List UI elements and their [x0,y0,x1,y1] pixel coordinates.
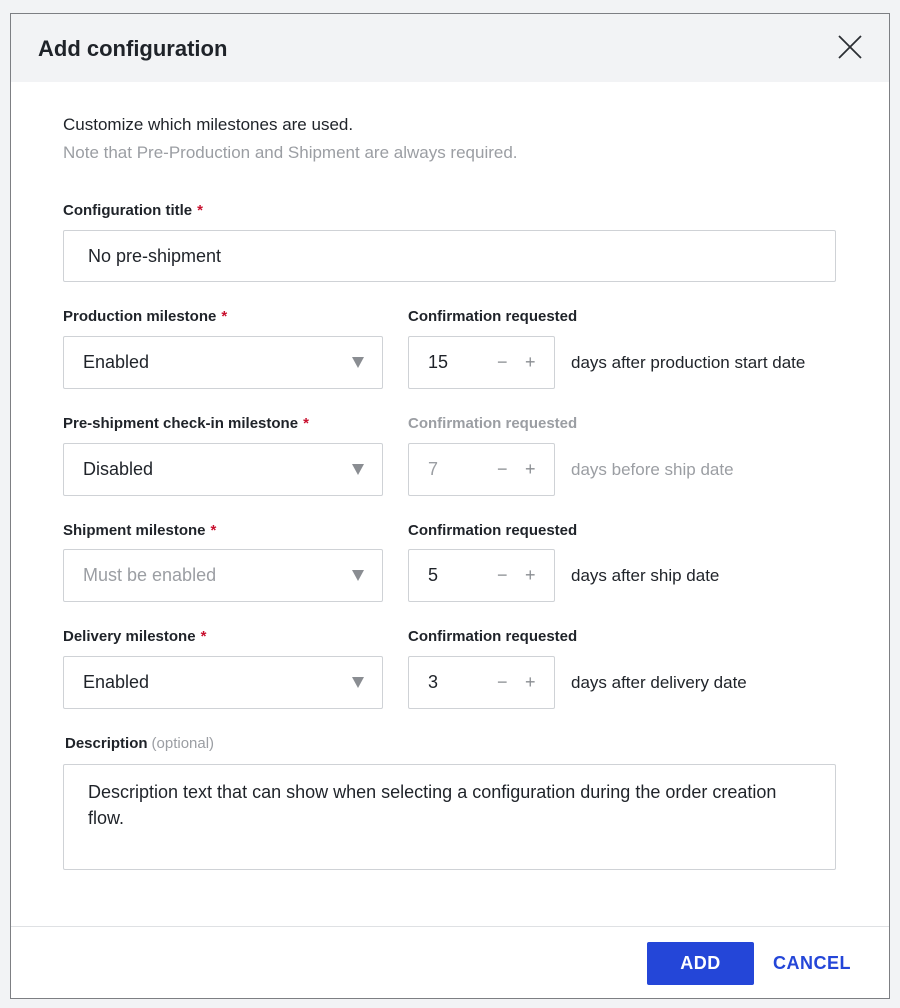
chevron-down-icon [352,357,364,368]
production-days-value[interactable]: 15 [428,352,449,372]
delivery-confirmation-label: Confirmation requested [408,628,578,645]
increment-button[interactable]: + [525,672,536,692]
shipment-days-suffix: days after ship date [571,566,720,585]
footer-divider [11,926,889,927]
decrement-button[interactable]: − [497,352,508,372]
required-mark: * [197,202,203,219]
shipment-confirmation-label: Confirmation requested [408,522,578,539]
preshipment-days-stepper[interactable] [408,443,555,496]
required-mark: * [200,628,207,645]
preshipment-milestone-value: Disabled [83,459,154,479]
chevron-down-icon [352,570,364,581]
production-days-suffix: days after production start date [571,353,806,372]
chevron-down-icon [352,464,364,475]
config-title-label-text: Configuration title [63,202,193,219]
close-button[interactable] [835,32,865,62]
intro-note: Note that Pre-Production and Shipment are always required. [63,143,518,162]
increment-button[interactable]: + [525,459,536,479]
cancel-button[interactable]: CANCEL [773,942,851,985]
production-milestone-select[interactable] [63,336,383,389]
dialog-title: Add configuration [38,36,228,61]
increment-button[interactable]: + [525,565,536,585]
production-confirmation-label: Confirmation requested [408,308,578,325]
shipment-milestone-label [63,522,216,539]
required-mark: * [303,415,309,432]
description-textarea[interactable]: Description text that can show when selecting a configuration during the order creation flow. [63,764,836,870]
delivery-milestone-value: Enabled [83,672,150,692]
shipment-days-value[interactable]: 5 [428,565,439,585]
close-icon [835,32,865,62]
delivery-milestone-select[interactable] [63,656,383,709]
shipment-milestone-label-text: Shipment milestone [63,522,206,539]
required-mark: * [210,522,217,539]
increment-button[interactable]: + [525,352,536,372]
config-title-input[interactable]: No pre-shipment [63,230,836,282]
decrement-button[interactable]: − [497,672,508,692]
preshipment-milestone-label-text: Pre-shipment check-in milestone [63,415,299,432]
production-milestone-label-text: Production milestone [63,308,217,325]
dialog-header [11,14,889,82]
shipment-milestone-select[interactable] [63,549,383,602]
description-label-text: Description [65,735,148,752]
add-configuration-dialog [10,13,890,999]
preshipment-days-suffix: days before ship date [571,460,734,479]
delivery-milestone-label [63,628,206,645]
decrement-button[interactable]: − [497,565,508,585]
preshipment-milestone-select[interactable] [63,443,383,496]
add-button[interactable]: ADD [647,942,754,985]
preshipment-confirmation-label: Confirmation requested [408,415,578,432]
production-days-stepper[interactable] [408,336,555,389]
production-milestone-label [63,308,227,325]
shipment-days-stepper[interactable] [408,549,555,602]
delivery-days-suffix: days after delivery date [571,673,747,692]
delivery-milestone-label-text: Delivery milestone [63,628,196,645]
preshipment-milestone-label [63,415,309,432]
config-title-label [63,202,203,219]
production-milestone-value: Enabled [83,352,150,372]
shipment-milestone-value: Must be enabled [83,565,217,585]
description-label [65,735,214,752]
optional-hint: (optional) [151,735,215,752]
chevron-down-icon [352,677,364,688]
preshipment-days-value[interactable]: 7 [428,459,439,479]
intro-text: Customize which milestones are used. [63,115,354,134]
delivery-days-value[interactable]: 3 [428,672,439,692]
decrement-button[interactable]: − [497,459,508,479]
delivery-days-stepper[interactable] [408,656,555,709]
required-mark: * [221,308,228,325]
